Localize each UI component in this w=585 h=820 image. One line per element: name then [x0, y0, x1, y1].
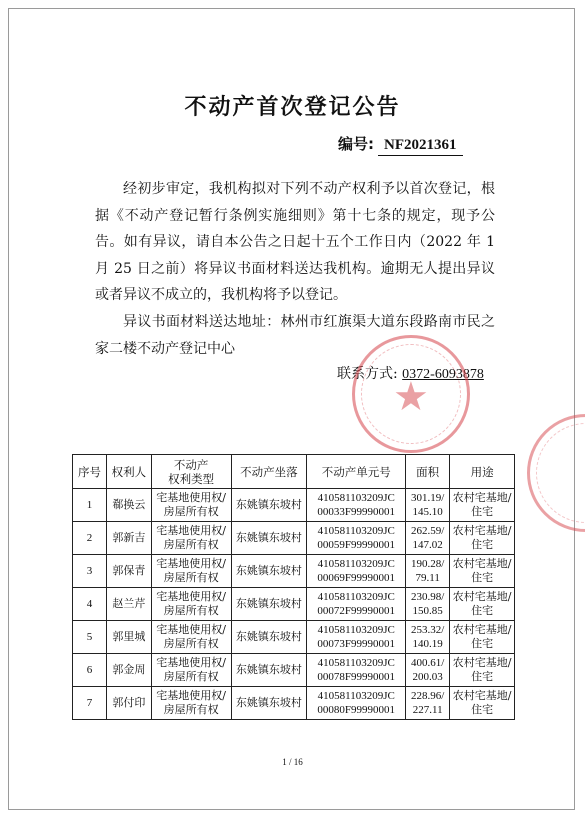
official-seal	[352, 335, 470, 453]
cell-location: 东姚镇东坡村	[231, 687, 307, 720]
cell-unit-number: 410581103209JC 00059F99990001	[307, 522, 406, 555]
cell-owner: 郭金周	[106, 654, 151, 687]
cell-index: 2	[73, 522, 107, 555]
cell-area: 228.96/ 227.11	[406, 687, 450, 720]
col-header-owner: 权利人	[106, 455, 151, 489]
cell-area: 253.32/ 140.19	[406, 621, 450, 654]
col-header-location: 不动产坐落	[231, 455, 307, 489]
document-number-label: 编号:	[338, 135, 374, 153]
cell-right-type: 宅基地使用权/ 房屋所有权	[151, 654, 231, 687]
cell-usage: 农村宅基地/ 住宅	[450, 555, 515, 588]
cell-owner: 郭里城	[106, 621, 151, 654]
document-number	[338, 133, 463, 156]
notice-body	[95, 176, 495, 362]
seal-ring	[536, 423, 585, 523]
table-row	[73, 522, 515, 555]
table-row	[73, 687, 515, 720]
cell-usage: 农村宅基地/ 住宅	[450, 654, 515, 687]
table-row	[73, 654, 515, 687]
cell-index: 5	[73, 621, 107, 654]
col-header-area: 面积	[406, 455, 450, 489]
cell-usage: 农村宅基地/ 住宅	[450, 489, 515, 522]
cell-owner: 赵兰芹	[106, 588, 151, 621]
cell-right-type: 宅基地使用权/ 房屋所有权	[151, 687, 231, 720]
cell-unit-number: 410581103209JC 00069F99990001	[307, 555, 406, 588]
cell-unit-number: 410581103209JC 00033F99990001	[307, 489, 406, 522]
cell-usage: 农村宅基地/ 住宅	[450, 522, 515, 555]
cell-usage: 农村宅基地/ 住宅	[450, 687, 515, 720]
table-row	[73, 555, 515, 588]
cell-owner: 郭新吉	[106, 522, 151, 555]
cell-index: 4	[73, 588, 107, 621]
table-row	[73, 489, 515, 522]
cell-index: 7	[73, 687, 107, 720]
cell-location: 东姚镇东坡村	[231, 489, 307, 522]
property-table	[72, 454, 515, 720]
star-icon: ★	[393, 374, 429, 420]
cell-area: 301.19/ 145.10	[406, 489, 450, 522]
cell-usage: 农村宅基地/ 住宅	[450, 621, 515, 654]
cell-owner: 郗换云	[106, 489, 151, 522]
table-header-row	[73, 455, 515, 489]
col-header-usage: 用途	[450, 455, 515, 489]
cell-right-type: 宅基地使用权/ 房屋所有权	[151, 588, 231, 621]
col-header-unit-number: 不动产单元号	[307, 455, 406, 489]
cell-unit-number: 410581103209JC 00073F99990001	[307, 621, 406, 654]
address-paragraph: 异议书面材料送达地址：林州市红旗渠大道东段路南市民之家二楼不动产登记中心	[95, 313, 495, 357]
table-body	[73, 489, 515, 720]
cell-location: 东姚镇东坡村	[231, 522, 307, 555]
cell-area: 400.61/ 200.03	[406, 654, 450, 687]
cell-location: 东姚镇东坡村	[231, 555, 307, 588]
cell-owner: 郭保青	[106, 555, 151, 588]
notice-paragraph: 经初步审定，我机构拟对下列不动产权利予以首次登记，根据《不动产登记暂行条例实施细则》第十七条的规定，现予公告。如有异议，请自本公告之日起十五个工作日内（2022 年 1 月 25 日之前）将异议书面材料送达我机构。逾期无人提出异议或者异议不成立的，我机构将予以登记。	[95, 181, 495, 304]
cell-location: 东姚镇东坡村	[231, 654, 307, 687]
cell-area: 190.28/ 79.11	[406, 555, 450, 588]
cell-index: 6	[73, 654, 107, 687]
cell-index: 1	[73, 489, 107, 522]
cell-owner: 郭付印	[106, 687, 151, 720]
page-title: 不动产首次登记公告	[184, 95, 401, 120]
cell-right-type: 宅基地使用权/ 房屋所有权	[151, 621, 231, 654]
col-header-index: 序号	[73, 455, 107, 489]
cell-location: 东姚镇东坡村	[231, 588, 307, 621]
cell-area: 262.59/ 147.02	[406, 522, 450, 555]
document-number-value: NF2021361	[378, 137, 463, 156]
contact-phone: 0372-6093878	[402, 367, 484, 382]
col-header-right-type: 不动产 权利类型	[151, 455, 231, 489]
cell-location: 东姚镇东坡村	[231, 621, 307, 654]
table-row	[73, 588, 515, 621]
table-row	[73, 621, 515, 654]
cell-usage: 农村宅基地/ 住宅	[450, 588, 515, 621]
page-number: 1 / 16	[282, 757, 303, 767]
cell-unit-number: 410581103209JC 00080F99990001	[307, 687, 406, 720]
cell-right-type: 宅基地使用权/ 房屋所有权	[151, 555, 231, 588]
cell-area: 230.98/ 150.85	[406, 588, 450, 621]
cell-index: 3	[73, 555, 107, 588]
cell-right-type: 宅基地使用权/ 房屋所有权	[151, 522, 231, 555]
cell-right-type: 宅基地使用权/ 房屋所有权	[151, 489, 231, 522]
cell-unit-number: 410581103209JC 00072F99990001	[307, 588, 406, 621]
contact-label: 联系方式:	[337, 366, 398, 382]
cell-unit-number: 410581103209JC 00078F99990001	[307, 654, 406, 687]
